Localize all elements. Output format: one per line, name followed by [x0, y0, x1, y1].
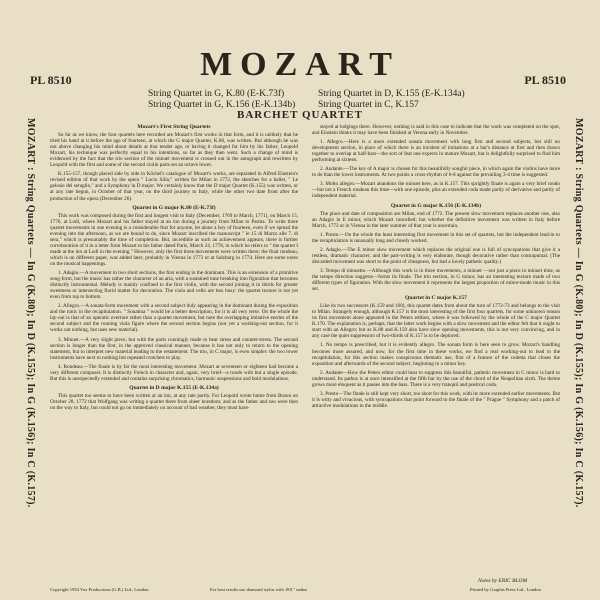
paragraph: 1. No tempo is prescribed, but it is evidently allegro. The sonata form is here seen to grow. Mozart's handling becomes more assured, and now, for the first time in these works, we find a real working-out to lead to the recapitulation, for this section makes conspicuous thematic use, first of a feature of the codetta that closes the exposition and afterwards of the second subject, beginning in a minor key. [312, 342, 560, 367]
section-heading: Mozart's First String Quartets [137, 124, 211, 130]
work-title: String Quartet in G, K.80 (E-K.73f) [148, 89, 285, 99]
catalog-number-left: PL 8510 [30, 73, 72, 87]
paragraph: 2. Adagio.—The E minor slow movement which replaces the original one is full of syncopations that give it a restless, dramatic character, and the part-writing is very elaborate, though decorative rather than contrapuntal. (The discarded movement was short to the point of cheapness, but had a lovely pathetic quality.) [312, 246, 560, 265]
paragraph: 3. Minuet.—A very slight piece, but with the parts cunningly made to bear stress and counter-stress. The second section is longer than the first, in the approved classical manner, because it has not only to return to the opening statement, but to interpret new material leading to the restatement. The trio, in C major, is even simpler: the two lower instruments have next to nothing but repeated crotchets to play. [50, 336, 298, 361]
paragraph: 1. Presto.—On the whole the least interesting first movement in this set of quartets, but the independent lead-in to the recapitulation is unusually long and closely worked. [312, 231, 560, 244]
section-heading: Quartet in G major K.156 (E-K.134b) [390, 202, 482, 209]
paragraph: Like its two successors (K.159 and 160), this quartet dates from about the turn of 1772-73 and belongs to the visit to Milan. Strangely enough, although K.157 is the most interesting of the first four quartets, for some unknown reason its first movement alone appeared in the Peters edition, where it was followed by the whole of the C major Quartet K.170. The explanation is, perhaps, that the latter work begins with a slow movement and the editor felt that it ought to start with an Allegro; but as K.80 and K.159 also have slow opening movements, this is not very convincing, and in any case the quiet suppression of two-thirds of K.157 is to be deplored. [312, 303, 560, 340]
work-title: String Quartet in G, K.156 (E-K.134b) [148, 99, 296, 110]
liner-notes-right-column [312, 124, 560, 579]
paragraph: 3. Presto—The finale is still kept very short, too short for this work, with its more extended earlier movements. But it is witty and vivacious, with syncopations that point forward to the finale of the " Prague " Symphony and a patch of attractive modulations in the middle. [312, 390, 560, 409]
paragraph: The place and date of composition are Milan, end of 1772. The present slow movement replaces another one, also an Adagio in E minor, which Mozart cancelled; but whether the definitive movement was written in Italy before March, 1773 or in Vienna in the later summer of that year is uncertain. [312, 210, 560, 229]
paragraph: K.155-157, though placed side by side in Köchel's catalogue of Mozart's works, are separated in Alfred Einstein's revised edition of that work by the opera " Lucio Silla," written for Milan in 1772, the sketches for a ballet, " Le gelosie del seraglio," and a Symphony in D major. We certainly know that the D major Quartet (K.155) was written, or at any rate begun, in October of that year, on the third journey to Italy, while the other two date from after the production of the opera (December 26). [50, 171, 298, 202]
section-heading: Quartet in C major K.157 [405, 295, 467, 302]
paragraph: 4. Rondeau.—The finale is by far the most interesting movement. Mozart at seventeen or eighteen had become a very different composer. It is distinctly French in character and, again, very brief—a rondo with but a single episode. But this is unexpectedly extended and contains surprising chromatics, harmonic suspensions and bold modulations. [50, 363, 298, 382]
work-title: String Quartet in C, K.157 [318, 99, 419, 110]
spine-text-right: MOZART : String Quartets — In G (K.80); In D (K.155); In G (K.156); In C (K.157). [573, 118, 584, 508]
page-title: MOZART [200, 46, 400, 83]
printer-credit: Printed by Graphis Press Ltd., London [470, 587, 541, 592]
paragraph: 2. Andante.—The key of A major is chosen for this beautifully songful piece, in which again the violins have more to do than the lower instruments. At two points a cross-rhythm of 6-8 against the prevailing 3-4 time is suggested. [312, 166, 560, 179]
paragraph: 3. Tempo di minuetto.—Although this work is in three movements, a minuet —not just a piece in minuet time, as the tempo direction suggests—forms its finale. The trio section, in G minor, has an interesting texture made of two different types of figuration. With the slow movement it represents the largest proportion of minor-mode music in this set. [312, 267, 560, 293]
paragraph: 2. Andante—How the Peters editor could bear to suppress this beautiful, pathetic movement in C minor is hard to understand. Its pathos is at once intensified at the fifth bar by the use of the chord of the Neapolitan sixth. The theme grows more eloquent as it passes into the bass. There is a very tranquil and poetical coda. [312, 369, 560, 388]
section-heading: Quartet in G major K.80 (E-K.73f) [132, 204, 216, 211]
paragraph: So far as we know, the four quartets here recorded are Mozart's first works in that form, and it is unlikely that he tried his hand at it before the age of fourteen, at which the G major Quartet, K.80, was written. But although he was not above changing his mind about details at that tender age, or having it changed for him by his father, Leopold Mozart, his technique was perfectly equal to his intentions, so far as they then went. Such a change of mind is evidenced by the fact that the trio section of the minuet movement is crossed out in the autograph and rewritten by Leopold with the first and some of the second violin parts set an octave lower. [50, 132, 298, 169]
work-title: String Quartet in D, K.155 (E-K.134a) [318, 89, 465, 99]
spine-text-left: MOZART : String Quartets — In G (K.80); In D (K.155); In G (K.156); In C (K.157). [25, 118, 36, 508]
performer-name: BARCHET QUARTET [237, 109, 363, 121]
works-list-right [318, 89, 465, 110]
works-list-left [148, 89, 295, 110]
paragraph: This work was composed during the first and longest visit to Italy (December, 1769 to March, 1771), on March 15, 1770, at Lodi, where Mozart and his father stayed at an inn during a journey from Milan to Parma. To write three quartet movements in one evening is a considerable feat for anyone, let alone a boy of fourteen, even if we spread the evening into the afternoon, as we are bound to do, since Mozart inscribed the manuscript " le 15 di Marzo alle 7. di sera," which is presumably the time of completion. But, incredible as such an achievement appears, there is further corroboration of it in a letter from Mozart to his father dated Paris, March 24, 1778, in which he refers to " the quartet I made at the inn at Lodi in the evening." However, only the first three movements were written there; the final rondeau, which is on different paper, was added later, probably in Vienna in 1773 or at Salzburg in 1774. Here are some notes on the musical happenings. [50, 212, 298, 267]
paragraph: 1. Adagio.—A movement in two short sections, the first ending in the dominant. This is an extension of a primitive song-form, but the music has rather the character of an aria, with a sustained tune breaking into figuration that becomes distinctly instrumental. Melody is mainly confined to the first violin, with the second joining it in thirds for greater sweetness or intersecting florid matter for decoration. The viola and cello are less busy: the quartet texture is not yet even from top to bottom. [50, 270, 298, 301]
paragraph: 3. Molto allegro.—Mozart abandons the minuet here, as in K.157. This sprightly finale is again a very brief rondo—but not a French rondeau this time—with one episode, plus an extended coda made partly of derivative and partly of independent material. [312, 181, 560, 200]
paragraph: 1. Allegro.—Here is a more extended sonata movement with long first and second subjects, but still no development section, in place of which there is an incident of imitations at a bar's distance at first and then drawn together to overlap at half-bars—the sort of feat one expects in mature Mozart, but is delightfully surprised to find him performing at sixteen. [312, 139, 560, 164]
catalog-number-right: PL 8510 [524, 73, 566, 87]
paragraph: stayed at lodgings there. However, nothing is said in this case to indicate that the work was completed on the spot, and Einstein thinks it may have been finished at Verona early in November. [312, 124, 560, 137]
notes-credit: Notes by ERIC BLOM [478, 578, 528, 584]
stylus-notice: For best results use diamond stylus with .001" radius [210, 587, 308, 592]
paragraph: 2. Allegro.—A sonata-form movement with a second subject duly appearing in the dominant during the exposition and the tonic in the recapitulation. " Sonatina " would be a better description, for it is all very terse. On the whole the lay-out is that of an operatic overture rather than a quartet movement, but note the overlapping imitative entries of the second subject and the running viola figure where the second section begins (not yet a working-out section, for it works out nothing, but uses new material). [50, 303, 298, 334]
section-heading: Quartet in D major K.155 (E-K.134a) [129, 384, 219, 391]
paragraph: This quartet too seems to have been written at an inn, at any rate partly. For Leopold wrote home from Bozen on October 28, 1772 that Wolfgang was writing a quartet there from sheer boredom; and as the father and son were then on the way to Italy, but could not go on immediately on account of bad weather, they must have [50, 392, 298, 411]
copyright-notice: Copyright 1954 Vox Productions (G.B.) Ltd., London [50, 587, 149, 592]
liner-notes-left-column [50, 124, 298, 594]
